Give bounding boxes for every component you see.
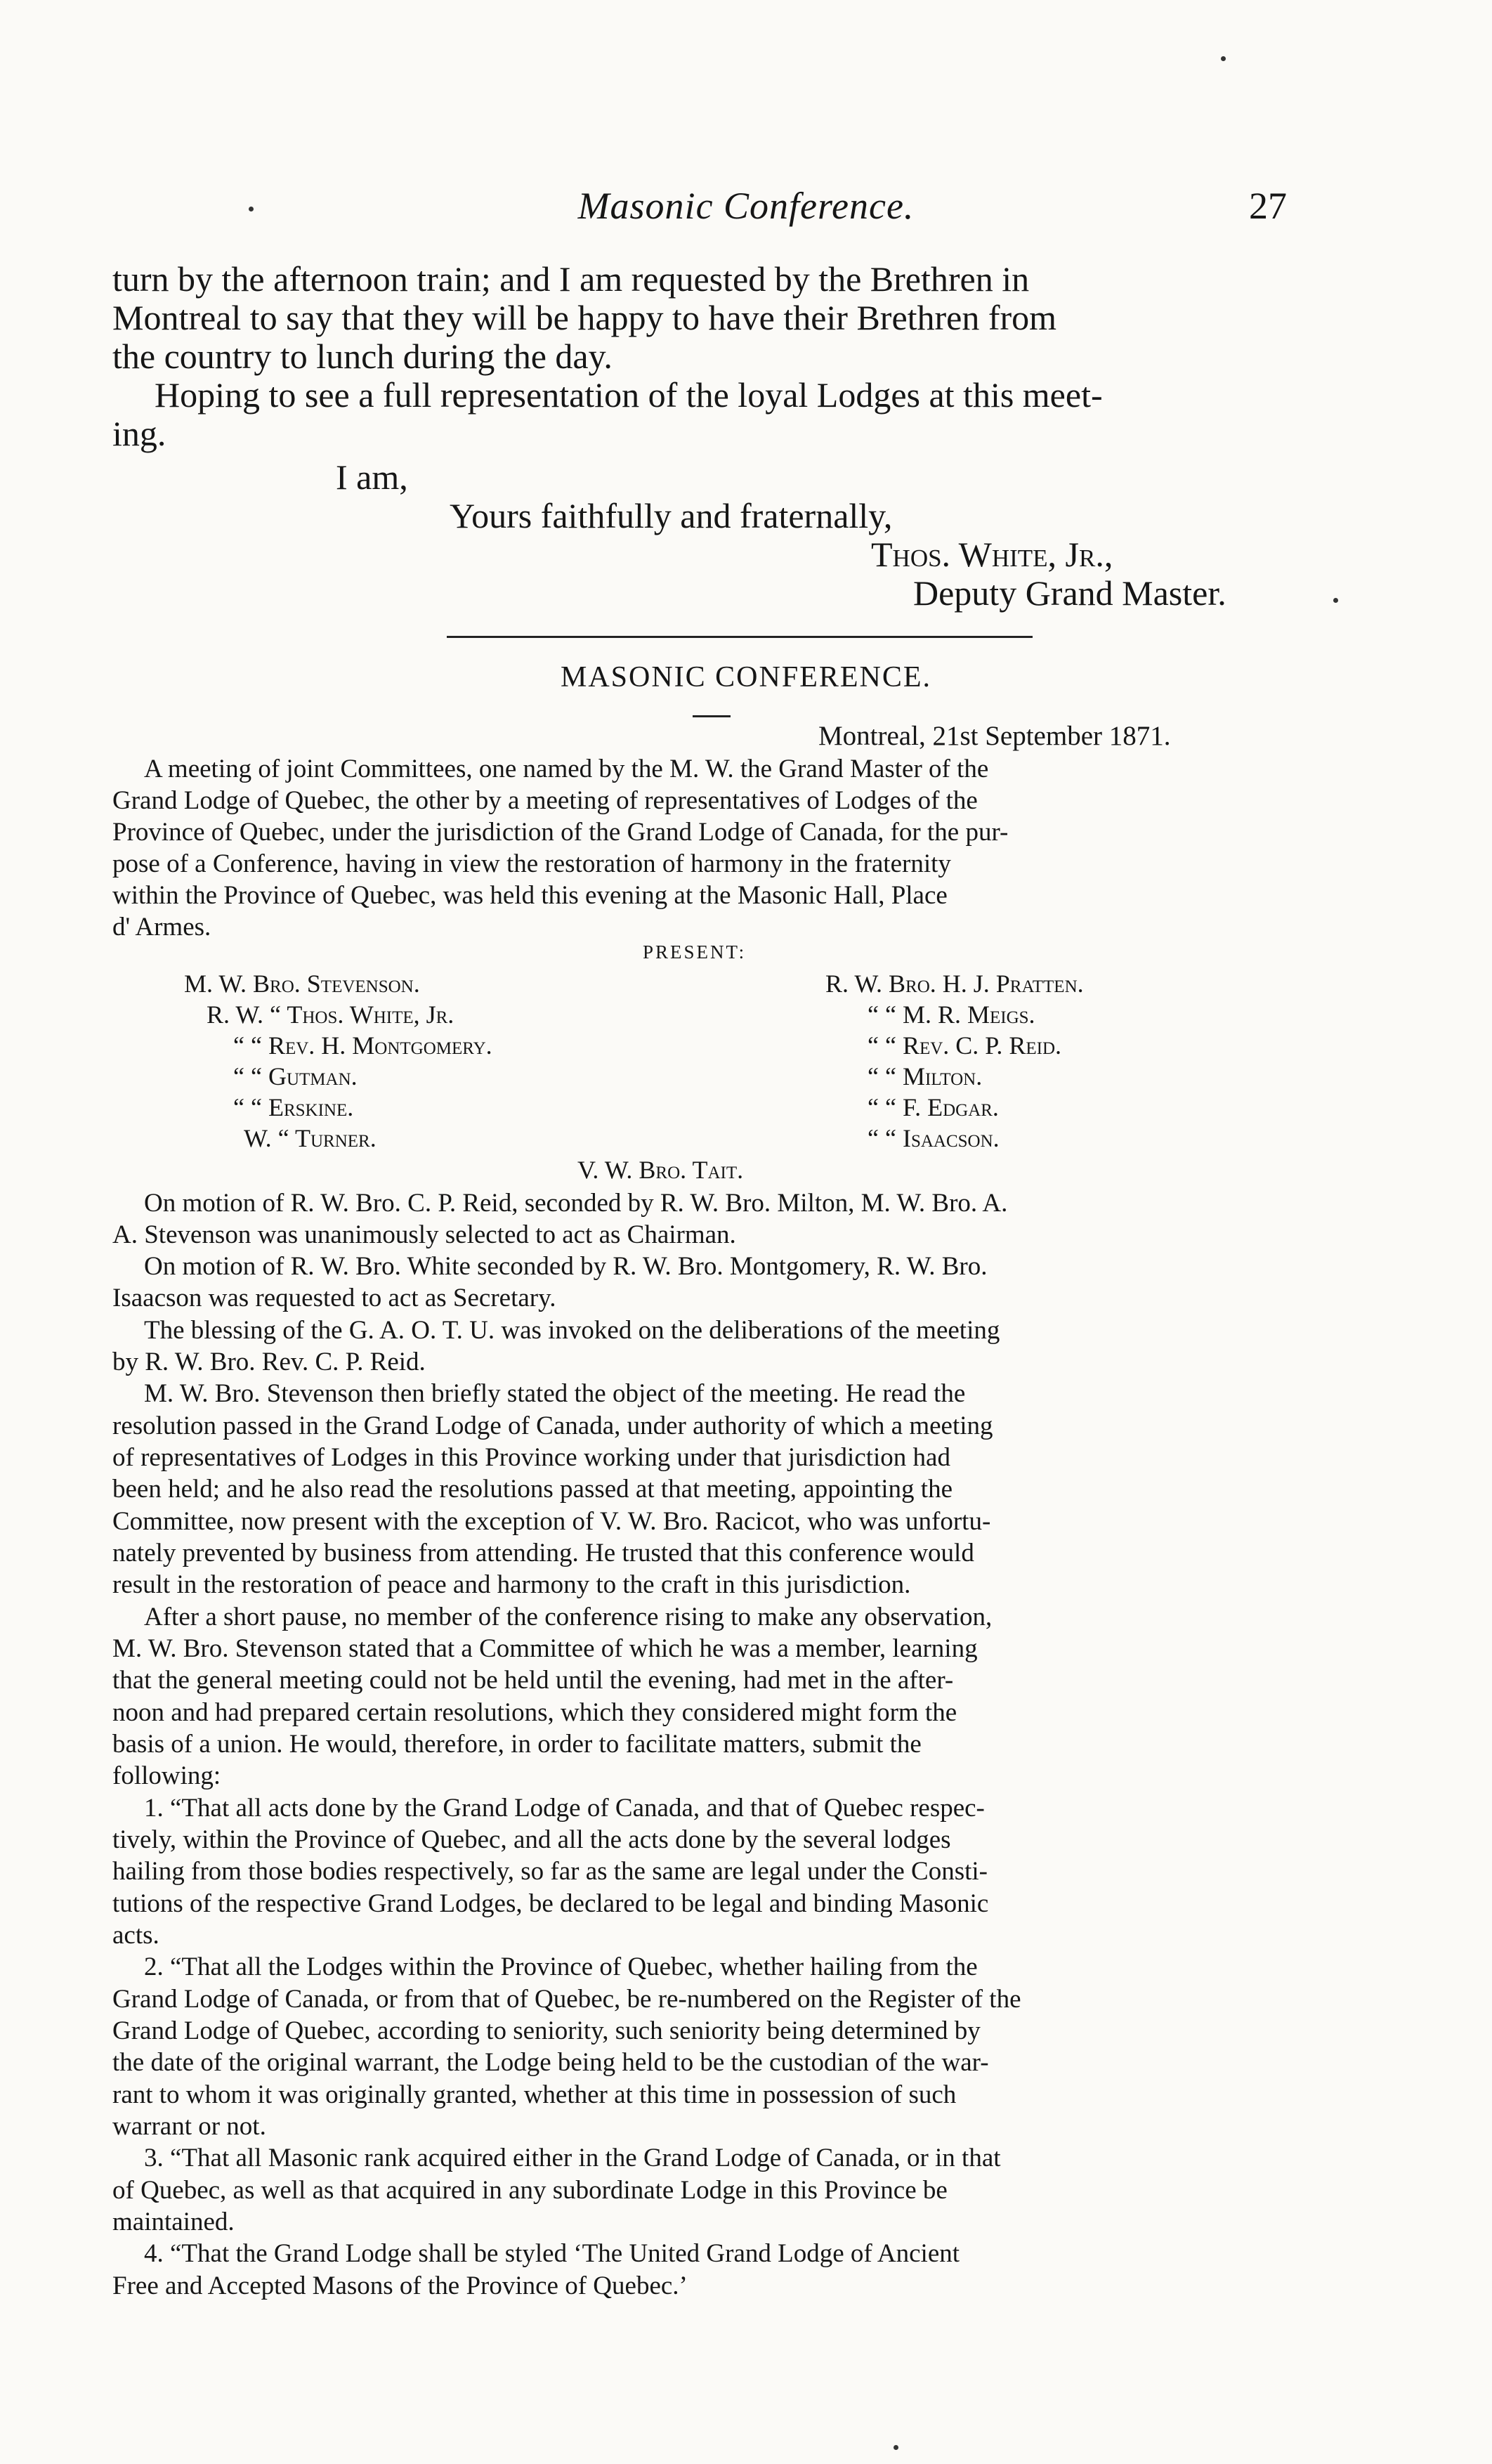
body-line: warrant or not. [112, 2112, 266, 2141]
intro-line: Grand Lodge of Quebec, the other by a meeting of representatives of Lodges of the [112, 786, 978, 815]
intro-line: Province of Quebec, under the jurisdiction of the Grand Lodge of Canada, for the pur- [112, 818, 1009, 847]
body-line: M. W. Bro. Stevenson then briefly stated the object of the meeting. He read the [144, 1379, 966, 1408]
body-line: 4. “That the Grand Lodge shall be styled ‘The United Grand Lodge of Ancient [144, 2239, 960, 2268]
present-member: V. W. Bro. Tait. [577, 1156, 744, 1184]
body-line: noon and had prepared certain resolutions, which they considered might form the [112, 1698, 957, 1727]
body-line: On motion of R. W. Bro. White seconded by R. W. Bro. Montgomery, R. W. Bro. [144, 1252, 988, 1281]
signer-title: Deputy Grand Master. [913, 573, 1226, 613]
present-member: R. W. Bro. H. J. Pratten. [825, 970, 1084, 998]
present-list-right [825, 968, 1084, 1154]
present-member: W. “ Turner. [244, 1124, 377, 1152]
body-line: maintained. [112, 2208, 235, 2236]
intro-line: d' Armes. [112, 913, 211, 941]
body-line: acts. [112, 1921, 159, 1950]
body-line: that the general meeting could not be held until the evening, had met in the after- [112, 1666, 954, 1695]
title-dash [693, 715, 731, 717]
body-line: Free and Accepted Masons of the Province of Quebec.’ [112, 2271, 688, 2300]
intro-line: A meeting of joint Committees, one named by the M. W. the Grand Master of the [144, 755, 989, 783]
scan-speck [249, 207, 254, 211]
present-heading: PRESENT: [643, 941, 747, 963]
scan-speck [894, 2445, 898, 2450]
present-member: “ “ M. R. Meigs. [868, 1000, 1035, 1029]
body-line: tutions of the respective Grand Lodges, be declared to be legal and binding Masonic [112, 1889, 989, 1918]
body-line: Grand Lodge of Canada, or from that of Quebec, be re-numbered on the Register of the [112, 1985, 1021, 2014]
section-rule [447, 636, 1033, 638]
body-line: hailing from those bodies respectively, so far as the same are legal under the Consti- [112, 1857, 988, 1886]
intro-line: within the Province of Quebec, was held this evening at the Masonic Hall, Place [112, 881, 948, 910]
body-line: rant to whom it was originally granted, whether at this time in possession of such [112, 2080, 957, 2109]
body-line: following: [112, 1761, 221, 1790]
body-line: Grand Lodge of Quebec, according to seniority, such seniority being determined by [112, 2016, 981, 2045]
body-line: M. W. Bro. Stevenson stated that a Committee of which he was a member, learning [112, 1634, 978, 1663]
present-member: M. W. Bro. Stevenson. [184, 970, 420, 998]
letter-line: Hoping to see a full representation of the loyal Lodges at this meet- [155, 375, 1103, 415]
letter-closing: Yours faithfully and fraternally, [450, 496, 893, 535]
body-line: of Quebec, as well as that acquired in any subordinate Lodge in this Province be [112, 2176, 948, 2205]
body-line: On motion of R. W. Bro. C. P. Reid, seconded by R. W. Bro. Milton, M. W. Bro. A. [144, 1189, 1008, 1218]
signer-name: Thos. White, Jr., [871, 535, 1113, 574]
present-member: R. W. “ Thos. White, Jr. [207, 1000, 454, 1029]
body-line: been held; and he also read the resolutions passed at that meeting, appointing the [112, 1475, 953, 1504]
scan-speck [1333, 598, 1338, 603]
intro-line: pose of a Conference, having in view the restoration of harmony in the fraternity [112, 849, 951, 878]
dateline: Montreal, 21st September 1871. [818, 721, 1171, 751]
body-line: 2. “That all the Lodges within the Province of Quebec, whether hailing from the [144, 1953, 978, 1981]
body-line: 1. “That all acts done by the Grand Lodge of Canada, and that of Quebec respec- [144, 1794, 985, 1823]
body-line: basis of a union. He would, therefore, in order to facilitate matters, submit the [112, 1730, 922, 1759]
scan-speck [1221, 56, 1226, 61]
present-member: “ “ Erskine. [233, 1093, 354, 1121]
body-line: the date of the original warrant, the Lodge being held to be the custodian of the war- [112, 2048, 989, 2077]
present-member: “ “ Gutman. [233, 1062, 358, 1090]
letter-line: Montreal to say that they will be happy to have their Brethren from [112, 298, 1057, 337]
body-line: result in the restoration of peace and harmony to the craft in this jurisdiction. [112, 1570, 911, 1599]
body-line: The blessing of the G. A. O. T. U. was invoked on the deliberations of the meeting [144, 1316, 1000, 1345]
page-number: 27 [1249, 185, 1287, 227]
letter-closing: I am, [336, 457, 408, 497]
present-member: “ “ Rev. H. Montgomery. [233, 1031, 492, 1060]
present-member: “ “ Rev. C. P. Reid. [868, 1031, 1061, 1060]
letter-line: the country to lunch during the day. [112, 337, 613, 376]
body-line: nately prevented by business from attending. He trusted that this conference would [112, 1539, 974, 1567]
present-member: “ “ Milton. [868, 1062, 983, 1090]
body-line: resolution passed in the Grand Lodge of Canada, under authority of which a meeting [112, 1412, 993, 1440]
body-line: tively, within the Province of Quebec, and all the acts done by the several lodges [112, 1825, 951, 1854]
letter-line: ing. [112, 414, 166, 453]
running-title: Masonic Conference. [577, 185, 915, 227]
section-title: MASONIC CONFERENCE. [560, 661, 932, 693]
present-member: “ “ F. Edgar. [868, 1093, 999, 1121]
present-list-left [184, 968, 492, 1154]
body-line: Committee, now present with the exception of V. W. Bro. Racicot, who was unfortu- [112, 1507, 991, 1536]
body-line: Isaacson was requested to act as Secretary. [112, 1284, 556, 1312]
body-line: of representatives of Lodges in this Province working under that jurisdiction had [112, 1443, 950, 1472]
body-line: by R. W. Bro. Rev. C. P. Reid. [112, 1348, 426, 1376]
body-line: 3. “That all Masonic rank acquired either in the Grand Lodge of Canada, or in that [144, 2144, 1001, 2172]
present-member: “ “ Isaacson. [868, 1124, 1000, 1152]
body-line: After a short pause, no member of the conference rising to make any observation, [144, 1603, 993, 1631]
body-line: A. Stevenson was unanimously selected to act as Chairman. [112, 1220, 736, 1249]
letter-line: turn by the afternoon train; and I am requested by the Brethren in [112, 259, 1030, 299]
